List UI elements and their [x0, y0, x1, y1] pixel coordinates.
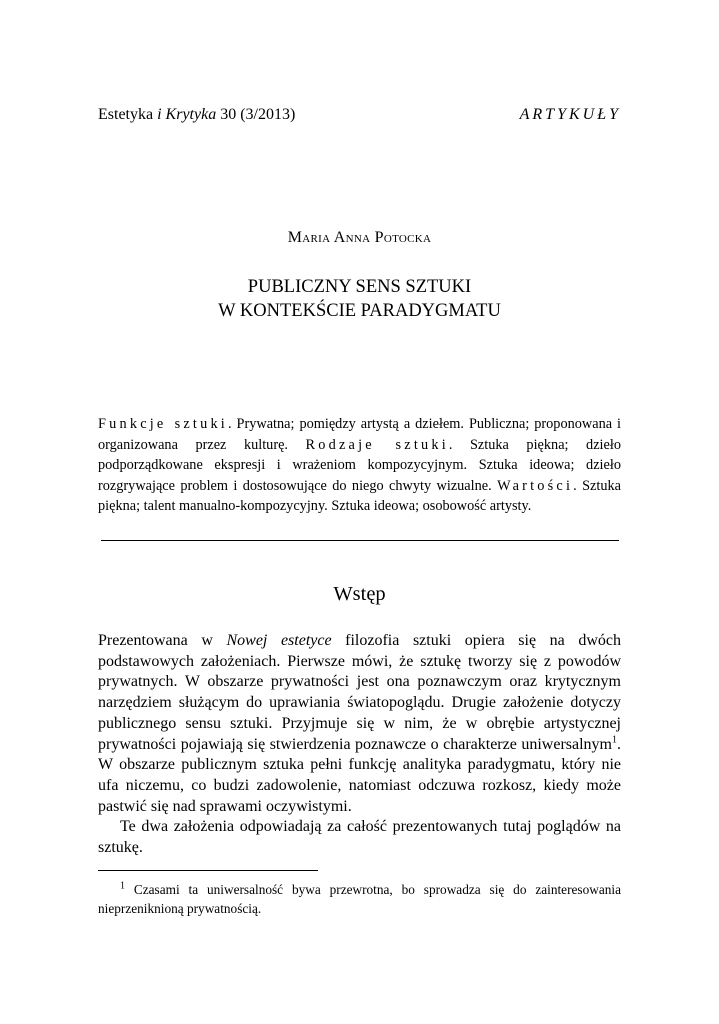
journal-name-italic-conjunction: i — [157, 106, 162, 123]
abstract-text-3: . Sztuka piękna; talent manualno-kompozycyjny. Sztuka ideowa; osobowość artysty. — [98, 477, 621, 514]
journal-name-italic: Krytyka — [165, 106, 217, 123]
paragraph-text: filozofia sztuki opiera się na dwóch podstawowych założeniach. Pierwsze mówi, że sztukę tworzy się z powodów prywatnych. W obszarze prywatności jest ona poznawczym oraz krytycznym narzędziem służącym do uprawiania światopoglądu. Drugie założenie dotyczy publicznego sensu sztuki. Przyjmuje się w nim, że w obrębie artystycznej prywatności pojawiają się stwierdzenia poznawcze o charakterze uniwersalnym — [98, 632, 622, 753]
paragraph: Te dwa założenia odpowiadają za całość prezentowanych tutaj poglądów na sztukę. — [98, 818, 621, 857]
footnote-divider — [98, 870, 318, 871]
paragraph-text: . W obszarze publicznym sztuka pełni funkcję analityka paradygmatu, który nie ufa niczemu, co budzi zadowolenie, natomiast odczuwa rozkosz, kiedy może pastwić się nad sprawami oczywistymi. — [98, 735, 621, 815]
section-label: ARTYKUŁY — [519, 106, 621, 123]
abstract-keyword-values: Wartości — [497, 477, 574, 494]
book-title: Nowej estetyce — [226, 632, 332, 649]
body-text — [98, 631, 621, 859]
footnote-text: Czasami ta uniwersalność bywa przewrotna, bo sprowadza się do zainteresowania nieprzeniknioną prywatnością. — [98, 882, 621, 916]
abstract-keyword-types: Rodzaje sztuki — [305, 436, 449, 453]
footnote-number: 1 — [120, 880, 125, 892]
abstract-text-2: . Sztuka piękna; dzieło podporządkowane ekspresji i wrażeniom kompozycyjnym. Sztuka ideowa; dzieło rozgrywające problem i dostosowujące do niego chwyty wizualne. — [98, 436, 621, 494]
abstract — [98, 414, 621, 517]
article-title — [0, 275, 719, 323]
abstract-text-1: . Prywatna; pomiędzy artystą a dziełem. Publiczna; proponowana i organizowana przez kulturę. — [98, 416, 621, 453]
footnote — [98, 880, 621, 918]
paragraph-text: Prezentowana w — [98, 632, 227, 649]
title-line-1: PUBLICZNY SENS SZTUKI — [247, 277, 472, 297]
journal-name: Estetyka — [98, 106, 158, 123]
footnote-reference[interactable]: 1 — [612, 734, 617, 746]
abstract-divider — [101, 540, 619, 541]
section-heading: Wstęp — [333, 583, 386, 605]
journal-header — [98, 106, 295, 124]
author-name: Maria Anna Potocka — [287, 229, 432, 246]
abstract-keyword-functions: Funkcje sztuki — [98, 416, 228, 432]
journal-issue: 30 (3/2013) — [216, 106, 296, 123]
title-line-2: W KONTEKŚCIE PARADYGMATU — [218, 301, 501, 321]
paragraph — [98, 631, 621, 817]
